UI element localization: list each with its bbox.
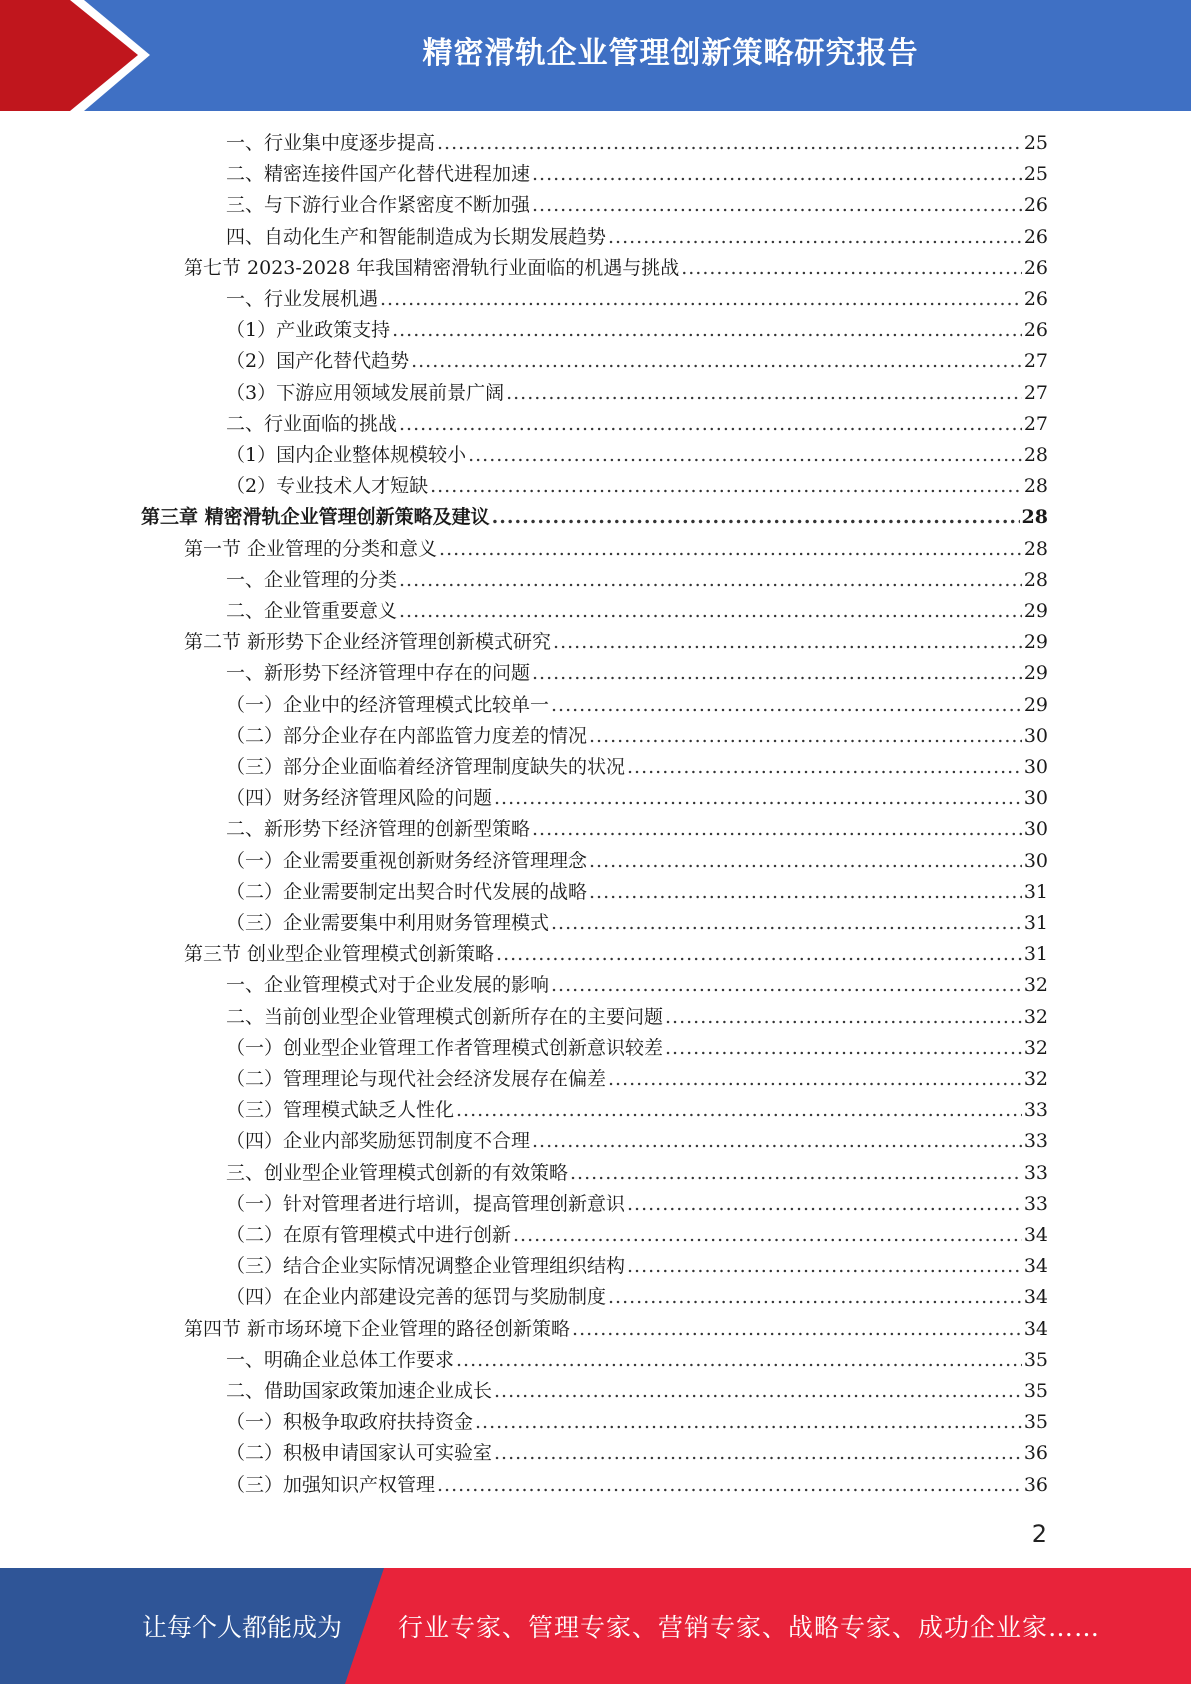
chevron-arrow-icon bbox=[0, 0, 160, 111]
toc-dot-leader bbox=[551, 970, 1022, 1001]
toc-dot-leader bbox=[506, 378, 1022, 409]
toc-entry-title: （三）管理模式缺乏人性化 bbox=[226, 1099, 455, 1122]
toc-dot-leader bbox=[572, 1314, 1022, 1345]
toc-dot-leader bbox=[399, 596, 1022, 627]
footer-slogan-left: 让每个人都能成为 bbox=[142, 1613, 343, 1642]
toc-entry-title: （二）部分企业存在内部监管力度差的情况 bbox=[226, 724, 588, 747]
toc-entry-title: 第一节 企业管理的分类和意义 bbox=[184, 537, 438, 560]
toc-entry-page: 35 bbox=[1023, 1411, 1048, 1434]
toc-dot-leader bbox=[456, 1095, 1022, 1126]
toc-entry-title: （1）产业政策支持 bbox=[226, 319, 391, 342]
toc-dot-leader bbox=[665, 1033, 1022, 1064]
toc-entry-page: 35 bbox=[1023, 1380, 1048, 1402]
toc-entry[interactable] bbox=[226, 908, 1048, 939]
toc-entry-title: （一）企业需要重视创新财务经济管理理念 bbox=[226, 849, 588, 872]
toc-entry[interactable] bbox=[226, 1064, 1048, 1095]
toc-entry-page: 35 bbox=[1023, 1348, 1048, 1371]
toc-entry-page: 29 bbox=[1023, 600, 1048, 622]
toc-dot-leader bbox=[494, 783, 1022, 814]
toc-entry-page: 32 bbox=[1023, 1036, 1048, 1059]
toc-entry-page: 25 bbox=[1023, 132, 1048, 154]
toc-entry-page: 36 bbox=[1023, 1473, 1048, 1496]
toc-entry-title: 二、当前创业型企业管理模式创新所存在的主要问题 bbox=[226, 1005, 664, 1028]
toc-entry[interactable] bbox=[226, 315, 1048, 346]
toc-entry-page: 30 bbox=[1023, 818, 1048, 841]
toc-dot-leader bbox=[437, 128, 1022, 159]
document-title: 精密滑轨企业管理创新策略研究报告 bbox=[422, 36, 919, 71]
toc-entry-title: 二、新形势下经济管理的创新型策略 bbox=[226, 818, 531, 841]
toc-dot-leader bbox=[492, 502, 1020, 533]
toc-entry-page: 33 bbox=[1023, 1130, 1048, 1153]
toc-entry-title: （2）国产化替代趋势 bbox=[226, 350, 410, 373]
toc-entry-title: 一、行业集中度逐步提高 bbox=[226, 132, 436, 154]
toc-dot-leader bbox=[456, 1345, 1022, 1376]
toc-entry-page: 28 bbox=[1023, 444, 1048, 466]
toc-dot-leader bbox=[399, 565, 1022, 596]
toc-entry-page: 34 bbox=[1023, 1255, 1048, 1278]
toc-entry[interactable] bbox=[226, 1126, 1048, 1157]
toc-entry[interactable] bbox=[184, 939, 1048, 970]
toc-entry-page: 29 bbox=[1023, 631, 1048, 654]
toc-entry-page: 36 bbox=[1023, 1442, 1048, 1465]
toc-entry[interactable] bbox=[226, 783, 1048, 814]
toc-entry-page: 26 bbox=[1023, 194, 1048, 217]
toc-entry[interactable] bbox=[226, 658, 1048, 689]
page-number: 2 bbox=[1031, 1520, 1047, 1548]
toc-entry-page: 28 bbox=[1021, 506, 1048, 529]
toc-entry-page: 30 bbox=[1023, 787, 1048, 810]
toc-entry-title: （2）专业技术人才短缺 bbox=[226, 475, 429, 498]
toc-entry-page: 32 bbox=[1023, 974, 1048, 997]
toc-entry[interactable] bbox=[226, 877, 1048, 908]
toc-entry-page: 29 bbox=[1023, 693, 1048, 716]
toc-entry[interactable] bbox=[226, 378, 1048, 409]
toc-entry[interactable] bbox=[226, 128, 1048, 159]
toc-entry-page: 26 bbox=[1023, 319, 1048, 342]
toc-entry-page: 34 bbox=[1023, 1317, 1048, 1340]
toc-entry[interactable] bbox=[226, 440, 1048, 471]
toc-entry-title: （四）在企业内部建设完善的惩罚与奖励制度 bbox=[226, 1286, 607, 1309]
toc-dot-leader bbox=[551, 690, 1022, 721]
toc-entry-page: 32 bbox=[1023, 1005, 1048, 1028]
toc-entry-title: （四）企业内部奖励惩罚制度不合理 bbox=[226, 1130, 531, 1153]
toc-entry[interactable] bbox=[226, 846, 1048, 877]
toc-dot-leader bbox=[475, 1407, 1022, 1438]
toc-entry[interactable] bbox=[226, 1158, 1048, 1189]
toc-entry-title: （三）结合企业实际情况调整企业管理组织结构 bbox=[226, 1255, 626, 1278]
toc-entry-page: 31 bbox=[1023, 912, 1048, 934]
toc-dot-leader bbox=[551, 908, 1022, 939]
toc-entry[interactable] bbox=[226, 284, 1048, 315]
toc-entry-page: 30 bbox=[1023, 724, 1048, 747]
toc-entry-page: 34 bbox=[1023, 1224, 1048, 1246]
toc-entry-page: 34 bbox=[1023, 1286, 1048, 1309]
toc-entry-title: （三）加强知识产权管理 bbox=[226, 1473, 436, 1496]
toc-entry[interactable] bbox=[226, 1376, 1048, 1407]
toc-entry[interactable] bbox=[226, 814, 1048, 845]
toc-entry[interactable] bbox=[226, 1033, 1048, 1064]
toc-entry[interactable] bbox=[226, 752, 1048, 783]
toc-entry-page: 28 bbox=[1023, 568, 1048, 591]
toc-entry-page: 28 bbox=[1023, 475, 1048, 498]
toc-entry[interactable] bbox=[226, 596, 1048, 627]
toc-entry[interactable] bbox=[226, 1251, 1048, 1282]
toc-entry[interactable] bbox=[184, 1314, 1048, 1345]
toc-dot-leader bbox=[532, 658, 1022, 689]
toc-entry-title: 二、行业面临的挑战 bbox=[226, 412, 398, 435]
toc-entry-page: 27 bbox=[1023, 381, 1048, 404]
toc-entry-title: 一、新形势下经济管理中存在的问题 bbox=[226, 662, 531, 685]
toc-entry-title: 一、企业管理模式对于企业发展的影响 bbox=[226, 974, 550, 997]
toc-entry-title: 一、企业管理的分类 bbox=[226, 568, 398, 591]
toc-entry[interactable] bbox=[184, 534, 1048, 565]
toc-dot-leader bbox=[627, 752, 1022, 783]
toc-entry-page: 27 bbox=[1023, 350, 1048, 373]
toc-entry[interactable] bbox=[226, 1470, 1048, 1501]
toc-entry-page: 30 bbox=[1023, 849, 1048, 872]
toc-entry-title: 二、企业管重要意义 bbox=[226, 600, 398, 622]
toc-entry-title: 三、创业型企业管理模式创新的有效策略 bbox=[226, 1161, 569, 1184]
toc-dot-leader bbox=[399, 409, 1022, 440]
toc-entry-title: 二、精密连接件国产化替代进程加速 bbox=[226, 163, 531, 186]
toc-dot-leader bbox=[532, 190, 1022, 221]
toc-dot-leader bbox=[608, 1064, 1022, 1095]
toc-entry-title: 四、自动化生产和智能制造成为长期发展趋势 bbox=[226, 225, 607, 248]
toc-dot-leader bbox=[430, 471, 1022, 502]
footer-slogan-right: 行业专家、管理专家、营销专家、战略专家、成功企业家…… bbox=[398, 1613, 1101, 1642]
toc-entry-title: 第七节 2023-2028 年我国精密滑轨行业面临的机遇与挑战 bbox=[184, 256, 680, 279]
toc-entry[interactable] bbox=[226, 1189, 1048, 1220]
toc-entry-title: 一、明确企业总体工作要求 bbox=[226, 1348, 455, 1371]
toc-entry-title: （二）积极申请国家认可实验室 bbox=[226, 1442, 493, 1465]
toc-entry[interactable] bbox=[226, 222, 1048, 253]
toc-entry-title: （四）财务经济管理风险的问题 bbox=[226, 787, 493, 810]
toc-entry[interactable] bbox=[226, 190, 1048, 221]
toc-entry[interactable] bbox=[226, 721, 1048, 752]
toc-dot-leader bbox=[496, 939, 1022, 970]
toc-entry-page: 28 bbox=[1023, 537, 1048, 560]
toc-entry-title: 一、行业发展机遇 bbox=[226, 288, 379, 310]
toc-entry-title: （二）企业需要制定出契合时代发展的战略 bbox=[226, 880, 588, 903]
toc-entry-title: 第三章 精密滑轨企业管理创新策略及建议 bbox=[141, 506, 490, 529]
toc-dot-leader bbox=[513, 1220, 1022, 1251]
toc-entry-title: 第三节 创业型企业管理模式创新策略 bbox=[184, 943, 495, 966]
toc-entry-title: （三）企业需要集中利用财务管理模式 bbox=[226, 912, 550, 934]
toc-entry[interactable] bbox=[226, 690, 1048, 721]
toc-dot-leader bbox=[494, 1376, 1022, 1407]
header-banner bbox=[0, 0, 1191, 111]
toc-entry[interactable] bbox=[226, 409, 1048, 440]
toc-entry-title: 第二节 新形势下企业经济管理创新模式研究 bbox=[184, 631, 552, 654]
toc-dot-leader bbox=[681, 253, 1022, 284]
toc-entry-page: 29 bbox=[1023, 662, 1048, 685]
toc-entry[interactable] bbox=[226, 1095, 1048, 1126]
toc-dot-leader bbox=[553, 627, 1022, 658]
toc-entry-page: 33 bbox=[1023, 1099, 1048, 1122]
toc-dot-leader bbox=[589, 846, 1022, 877]
toc-entry-page: 33 bbox=[1023, 1161, 1048, 1184]
toc-dot-leader bbox=[570, 1158, 1022, 1189]
toc-entry-title: （三）部分企业面临着经济管理制度缺失的状况 bbox=[226, 756, 626, 778]
toc-entry[interactable] bbox=[226, 1282, 1048, 1313]
footer-banner bbox=[0, 1568, 1191, 1684]
toc-dot-leader bbox=[437, 1470, 1022, 1501]
toc-dot-leader bbox=[468, 440, 1022, 471]
toc-entry[interactable] bbox=[184, 627, 1048, 658]
toc-entry-title: 第四节 新市场环境下企业管理的路径创新策略 bbox=[184, 1317, 571, 1340]
toc-entry[interactable] bbox=[226, 1345, 1048, 1376]
toc-entry[interactable] bbox=[226, 565, 1048, 596]
toc-dot-leader bbox=[532, 814, 1022, 845]
toc-entry-title: （二）管理理论与现代社会经济发展存在偏差 bbox=[226, 1068, 607, 1090]
toc-entry[interactable] bbox=[226, 159, 1048, 190]
toc-entry[interactable] bbox=[226, 970, 1048, 1001]
toc-entry-page: 26 bbox=[1023, 256, 1048, 279]
toc-entry-page: 26 bbox=[1023, 288, 1048, 310]
toc-dot-leader bbox=[439, 534, 1022, 565]
toc-entry-page: 33 bbox=[1023, 1192, 1048, 1215]
toc-entry[interactable] bbox=[184, 253, 1048, 284]
toc-entry-page: 31 bbox=[1023, 943, 1048, 966]
toc-entry[interactable] bbox=[226, 1407, 1048, 1438]
toc-entry-page: 31 bbox=[1023, 880, 1048, 903]
toc-dot-leader bbox=[589, 877, 1022, 908]
toc-entry[interactable] bbox=[141, 502, 1048, 533]
toc-entry-title: （一）针对管理者进行培训，提高管理创新意识 bbox=[226, 1192, 626, 1215]
toc-entry-page: 30 bbox=[1023, 756, 1048, 778]
toc-entry-title: （3）下游应用领域发展前景广阔 bbox=[226, 381, 505, 404]
toc-entry-title: 二、借助国家政策加速企业成长 bbox=[226, 1380, 493, 1402]
toc-dot-leader bbox=[411, 346, 1022, 377]
toc-dot-leader bbox=[608, 1282, 1022, 1313]
toc-dot-leader bbox=[392, 315, 1022, 346]
toc-entry-title: （1）国内企业整体规模较小 bbox=[226, 444, 467, 466]
toc-entry-title: （一）创业型企业管理工作者管理模式创新意识较差 bbox=[226, 1036, 664, 1059]
toc-entry-page: 32 bbox=[1023, 1068, 1048, 1090]
toc-entry-page: 25 bbox=[1023, 163, 1048, 186]
toc-entry[interactable] bbox=[226, 471, 1048, 502]
toc-entry[interactable] bbox=[226, 1438, 1048, 1469]
toc-entry-title: 三、与下游行业合作紧密度不断加强 bbox=[226, 194, 531, 217]
toc-dot-leader bbox=[627, 1251, 1022, 1282]
toc-entry[interactable] bbox=[226, 346, 1048, 377]
toc-dot-leader bbox=[608, 222, 1022, 253]
toc-entry-title: （二）在原有管理模式中进行创新 bbox=[226, 1224, 512, 1246]
toc-dot-leader bbox=[380, 284, 1022, 315]
toc-dot-leader bbox=[665, 1002, 1022, 1033]
toc-dot-leader bbox=[627, 1189, 1022, 1220]
toc-entry-page: 27 bbox=[1023, 412, 1048, 435]
toc-dot-leader bbox=[532, 1126, 1022, 1157]
toc-dot-leader bbox=[589, 721, 1022, 752]
toc-dot-leader bbox=[532, 159, 1022, 190]
toc-dot-leader bbox=[494, 1438, 1022, 1469]
toc-entry[interactable] bbox=[226, 1220, 1048, 1251]
toc-entry-title: （一）积极争取政府扶持资金 bbox=[226, 1411, 474, 1434]
toc-entry-title: （一）企业中的经济管理模式比较单一 bbox=[226, 693, 550, 716]
toc-entry[interactable] bbox=[226, 1002, 1048, 1033]
toc-entry-page: 26 bbox=[1023, 225, 1048, 248]
